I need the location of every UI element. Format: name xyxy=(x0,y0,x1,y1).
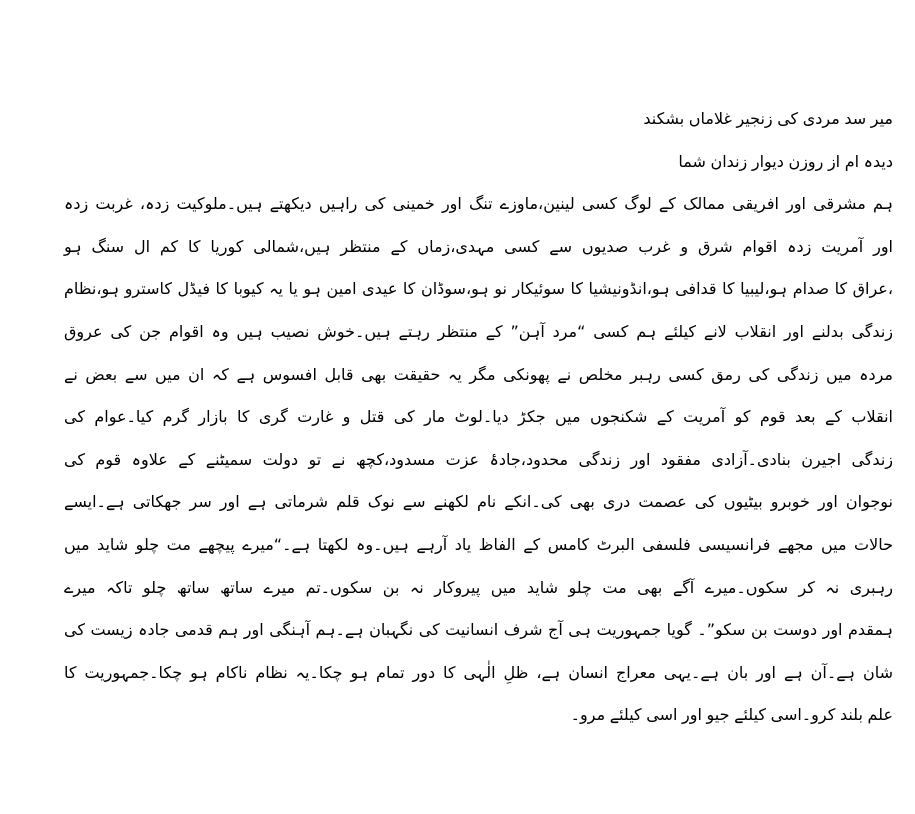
text-block xyxy=(64,98,893,737)
body-line: زندگی بدلنے اور انقلاب لانے کیلئے ہم کسی “مرد آہن” کے منتظر رہتے ہیں۔خوش نصیب ہیں وہ اقوام جن کی عروق xyxy=(64,321,893,341)
body-line: نوجوان اور خوبرو بیٹیوں کی عصمت دری بھی کی۔انکے نام لکھنے سے نوک قلم شرماتی ہے اور سر جھکاتی ہے۔ایسے xyxy=(64,492,893,512)
verse-line-1: میر سد مردی کی زنجیر غلاماں بشکند xyxy=(643,109,893,128)
body-line: شان ہے۔آن ہے اور بان ہے۔یہی معراج انسان ہے، ظلِ الٰہی کا دور تمام ہو چکا۔یہ نظام ناکام ہو چکا۔جمہوریت کا xyxy=(64,662,893,682)
verse-line-2: دیدہ ام از روزن دیوار زندان شما xyxy=(678,151,893,171)
body-line: ،عراق کا صدام ہو،لیبیا کا قدافی ہو،انڈونیشیا کا سوئیکار نو ہو،سوڈان کا عیدی امین ہو یا یہ کیوبا کا فیڈل کاسترو ہو،نظام xyxy=(64,279,893,299)
body-line-last: علم بلند کرو۔اسی کیلئے جیو اور اسی کیلئے مرو۔ xyxy=(570,705,893,725)
body-line: ہمقدم اور دوست بن سکو”۔ گویا جمہوریت ہی آج شرف انسانیت کی نگہبان ہے۔ہم آہنگی اور ہم قدمی جادہ زیست کی xyxy=(64,620,893,640)
body-line: اور آمریت زدہ اقوام شرق و غرب صدیوں سے کسی مہدی،زماں کے منتظر ہیں،شمالی کوریا کا کم ال سنگ ہو xyxy=(64,236,893,256)
body-line: رہبری نہ کر سکوں۔میرے آگے بھی مت چلو شاید میں پیروکار نہ بن سکوں۔تم میرے ساتھ ساتھ چلو تاکہ میرے xyxy=(64,577,893,597)
body-line: مردہ میں زندگی کی رمق کسی رہبر مخلص نے پھونکی مگر یہ حقیقت بھی قابل افسوس ہے کہ ان میں سے بعض نے xyxy=(64,364,893,384)
body-line: حالات میں مجھے فرانسیسی فلسفی البرٹ کامس کے الفاظ یاد آرہے ہیں۔وہ لکھتا ہے۔“میرے پیچھے مت چلو شاید میں xyxy=(64,534,893,554)
body-line: انقلاب کے بعد قوم کو آمریت کے شکنجوں میں جکڑ دیا۔لوٹ مار کی قتل و غارت گری کا بازار گرم کیا۔عوام کی xyxy=(64,407,893,427)
body-line: ہم مشرقی اور افریقی ممالک کے لوگ کسی لینین،ماوزے تنگ اور خمینی کی راہیں دیکھتے ہیں۔ملوکیت زدہ، غربت زدہ xyxy=(64,194,893,214)
body-line: زندگی اجیرن بنادی۔آزادی مفقود اور زندگی محدود،جادۂ عزت مسدود،کچھ نے تو دولت سمیٹنے کے علاوہ قوم کی xyxy=(64,449,893,469)
